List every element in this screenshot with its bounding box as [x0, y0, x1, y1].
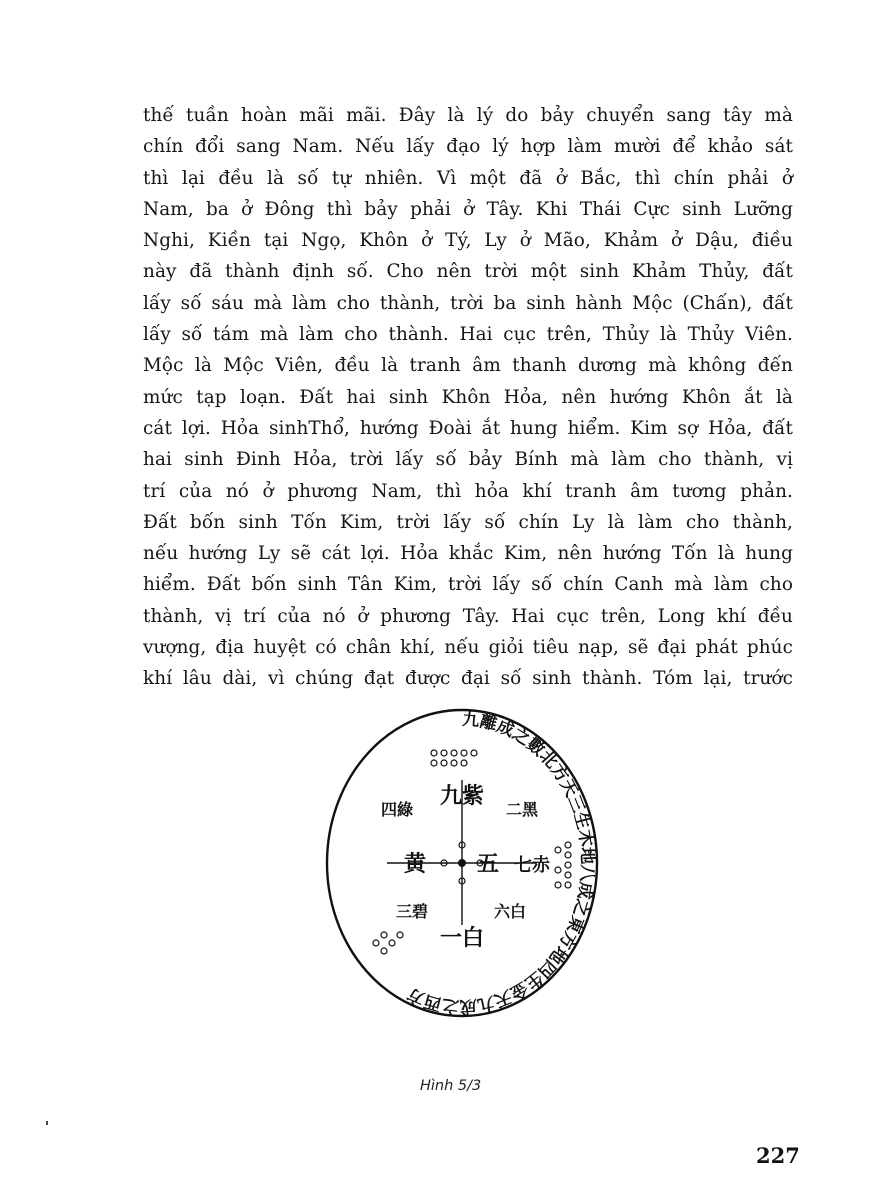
text-line: thành, vị trí của nó ở phương Tây. Hai cục trên, Long khí đều [143, 605, 793, 627]
label-right: 七赤 [514, 855, 550, 876]
label-bottom: 一白 [439, 925, 485, 951]
scan-speck [46, 1121, 48, 1125]
diagram-dot-chains [373, 750, 571, 954]
figure-caption: Hình 5/3 [420, 1078, 482, 1094]
text-line: thế tuần hoàn mãi mãi. Đây là lý do bảy chuyển sang tây mà [143, 105, 793, 126]
diagram-center-dot [458, 859, 466, 867]
text-line: Mộc là Mộc Viên, đều là tranh âm thanh dương mà không đến [143, 355, 793, 377]
label-center: 五 [476, 851, 500, 877]
label-top: 九紫 [439, 783, 485, 809]
body-text [143, 100, 793, 695]
label-lower-left: 三碧 [395, 902, 429, 921]
text-line: Nghi, Kiền tại Ngọ, Khôn ở Tý, Ly ở Mão, Khảm ở Dậu, điều [143, 230, 793, 252]
text-line: Nam, ba ở Đông thì bảy phải ở Tây. Khi Thái Cực sinh Lưỡng [143, 198, 793, 220]
luoshu-diagram [312, 695, 612, 1035]
text-line: nếu hướng Ly sẽ cát lợi. Hỏa khắc Kim, nên hướng Tốn là hung [143, 543, 793, 565]
text-line: hiểm. Đất bốn sinh Tân Kim, trời lấy số chín Canh mà làm cho [143, 574, 793, 596]
label-left: 黄 [403, 851, 427, 877]
diagram-ring-text: 九離成之數北方天三生木地八成之東方地四生金天九成之西方 [404, 709, 598, 1017]
text-line: này đã thành định số. Cho nên trời một sinh Khảm Thủy, đất [143, 261, 793, 283]
label-upper-left: 四綠 [380, 800, 414, 819]
text-line: Đất bốn sinh Tốn Kim, trời lấy số chín Ly là làm cho thành, [143, 511, 793, 533]
text-line: cát lợi. Hỏa sinhThổ, hướng Đoài ắt hung hiểm. Kim sợ Hỏa, đất [143, 417, 793, 439]
label-upper-right: 二黑 [505, 800, 539, 819]
text-line: trí của nó ở phương Nam, thì hỏa khí tranh âm tương phản. [143, 480, 793, 502]
text-line: hai sinh Đinh Hỏa, trời lấy số bảy Bính mà làm cho thành, vị [143, 449, 793, 471]
text-line: thì lại đều là số tự nhiên. Vì một đã ở Bắc, thì chín phải ở [143, 167, 793, 189]
text-line: chín đổi sang Nam. Nếu lấy đạo lý hợp làm mười để khảo sát [143, 136, 793, 158]
text-line: lấy số sáu mà làm cho thành, trời ba sinh hành Mộc (Chấn), đất [143, 292, 793, 314]
luoshu-diagram-svg [312, 695, 612, 1035]
text-line: lấy số tám mà làm cho thành. Hai cục trên, Thủy là Thủy Viên. [143, 324, 793, 346]
label-lower-right: 六白 [493, 902, 527, 921]
text-line: mức tạp loạn. Đất hai sinh Khôn Hỏa, nên hướng Khôn ắt là [143, 386, 793, 408]
text-line: khí lâu dài, vì chúng đạt được đại số sinh thành. Tóm lại, trước [143, 668, 793, 690]
text-line: vượng, địa huyệt có chân khí, nếu giỏi tiêu nạp, sẽ đại phát phúc [143, 637, 793, 659]
page-number: 227 [756, 1143, 800, 1168]
